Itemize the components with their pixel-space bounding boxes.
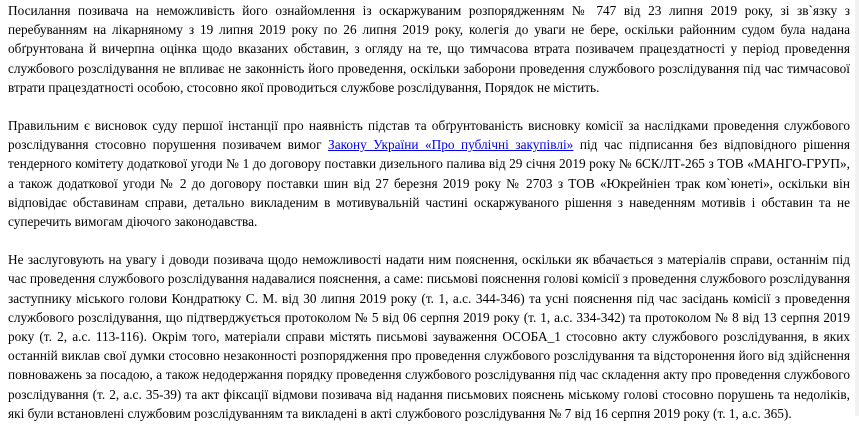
law-link-public-procurement[interactable]: Закону України «Про публічні закупівлі» xyxy=(328,137,574,153)
paragraph-procurement-law xyxy=(8,116,850,231)
paragraph-explanations: Не заслуговують на увагу і доводи позивача щодо неможливості надати ним пояснення, оскільки як вбачається з матеріалів справи, останнім під час проведення службового розслідування надавалися пояснення, а саме: письмові пояснення голові комісії з проведення службового розслідування заступнику міського голови Кондратюку С. М. від 30 липня 2019 року (т. 1, а.с. 344-346) та усні пояснення під час засідань комісії з проведення службового розслідування, що підтверджується протоколом № 5 від 06 серпня 2019 року (т. 1, а.с. 334-342) та протоколом № 8 від 13 серпня 2019 року (т. 2, а.с. 113-116). Окрім того, матеріали справи містять письмові зауваження ОСОБА_1 стосовно акту службового розслідування, в яких останній виклав свої думки стосовно незаконності розпорядження про проведення службового розслідування та відсторонення його від здійснення повноважень за посадою, а також недодержання порядку проведення службового розслідування під час складення акту про проведення службового розслідування (т. 2, а.с. 35-39) та акт фіксації відмови позивача від надання письмових пояснень міському голові стосовно порушень та недоліків, які були встановлені службовим розслідуванням та викладені в акті службового розслідування № 7 від 16 серпня 2019 року (т. 1, а.с. 365). xyxy=(8,252,850,421)
paragraph-text-before-link: Правильним є висновок суду першої інстанції про наявність підстав та обґрунтованість висновку комісії за наслідками проведення службового розслідування стосовно порушення позивачем вимог xyxy=(8,118,850,153)
paragraph-sick-leave: Посилання позивача на неможливість його ознайомлення із оскаржуваним розпорядженням № 747 від 23 липня 2019 року, зі зв`язку з перебуванням на лікарняному з 19 липня 2019 року по 26 липня 2019 року, колегія до уваги не бере, оскільки районним судом була надана обґрунтована й вичерпна оцінка щодо вказаних обставин, з огляду на те, що тимчасова втрата позивачем працездатності у період проведення службового розслідування не впливає не законність його проведення, оскільки заборони проведення службового розслідування під час тимчасової втрати працездатності особою, стосовно якої проводиться службове розслідування, Порядок не містить. xyxy=(8,3,850,95)
paragraph-text-after-link: під час підписання без відповідного рішення тендерного комітету додаткової угоди № 1 до договору поставки дизельного палива від 29 січня 2019 року № 6СК/ЛТ-265 з ТОВ «МАНГО-ГРУП», а також додаткової угоди № 2 до договору поставки шин від 27 березня 2019 року № 2703 з ТОВ «Юкрейніен трак ком`юнеті», оскільки він відповідає обставинам справи, детально викладеним в мотивувальній частині оскаржуваного рішення з наведенням мотивів і обставин та не суперечить вимогам діючого законодавства. xyxy=(8,137,850,230)
document-body xyxy=(8,0,850,442)
page-scroll-edge xyxy=(855,0,859,416)
